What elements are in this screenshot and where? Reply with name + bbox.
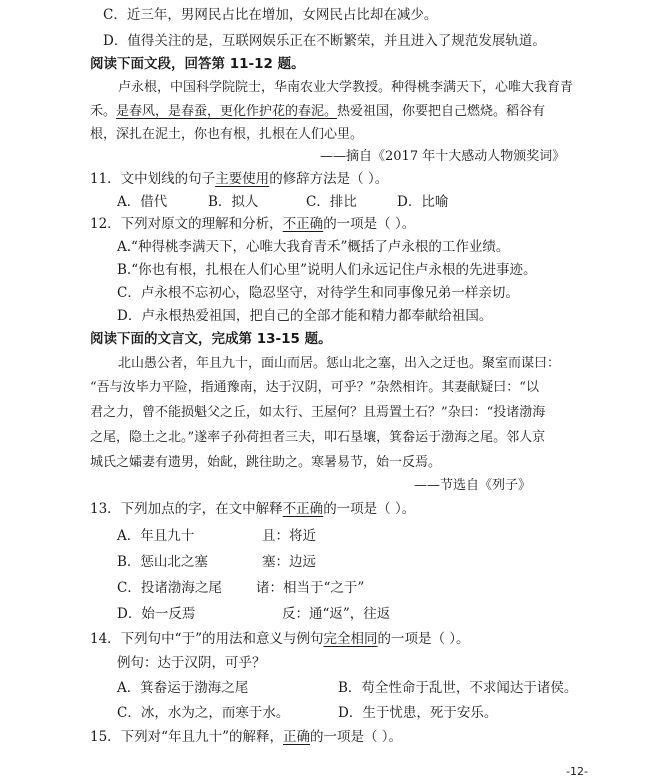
- section-heading-11-12: 阅读下面文段，回答第 11-12 题。: [90, 56, 305, 72]
- question-11-option-a: A．借代: [117, 194, 168, 210]
- question-14-option-c: C．冰，水为之，而寒于水。: [117, 705, 290, 721]
- section-heading-13-15: 阅读下面的文言文，完成第 13-15 题。: [90, 331, 332, 347]
- question-14-option-d: D．生于忧患，死于安乐。: [338, 705, 498, 721]
- question-11-stem: 11．文中划线的句子主要使用的修辞方法是（ ）。: [90, 171, 389, 187]
- question-13-option-d-text: D．始一反焉: [117, 606, 196, 622]
- question-13-option-c-text: C．投诸渤海之尾: [117, 580, 222, 596]
- question-13-option-b-meaning: 塞：边远: [262, 554, 316, 570]
- question-14-example: 例句：达于汉阴，可乎？: [117, 655, 266, 671]
- question-14-option-b: B．苟全性命于乱世，不求闻达于诸侯。: [338, 680, 578, 696]
- passage-1-line-1: 卢永根，中国科学院院士，华南农业大学教授。种得桃李满天下，心唯大我育青: [118, 80, 574, 95]
- passage-1-source: ——摘自《2017 年十大感动人物颁奖词》: [320, 149, 566, 164]
- question-12-stem: 12．下列对原文的理解和分析，不正确的一项是（ ）。: [90, 216, 416, 232]
- question-14-option-a: A．箕畚运于渤海之尾: [117, 680, 249, 696]
- passage-2-source: ——节选自《列子》: [414, 478, 532, 493]
- passage-2-line-1: 北山愚公者，年且九十，面山而居。惩山北之塞，出入之迂也。聚室而谋曰：: [118, 356, 561, 371]
- question-11-option-d: D．比喻: [397, 194, 449, 210]
- question-12-option-a: A.“种得桃李满天下，心唯大我育青禾”概括了卢永根的工作业绩。: [117, 239, 510, 255]
- question-13-option-b-text: B．惩山北之塞: [117, 554, 208, 570]
- prev-option-d: D．值得关注的是，互联网娱乐正在不断繁荣，并且进入了规范发展轨道。: [103, 33, 546, 49]
- question-13-stem: 13．下列加点的字，在文中解释不正确的一项是（ ）。: [90, 501, 416, 517]
- question-13-option-a-meaning: 且：将近: [262, 528, 316, 544]
- prev-option-c: C．近三年，男网民占比在增加，女网民占比却在减少。: [103, 7, 438, 23]
- question-12-option-b: B.“你也有根，扎根在人们心里”说明人们永远记住卢永根的先进事迹。: [117, 262, 537, 278]
- question-13-option-a-text: A．年且九十: [117, 528, 195, 544]
- question-12-option-c: C．卢永根不忘初心，隐忍坚守，对待学生和同事像兄弟一样亲切。: [117, 285, 519, 301]
- question-15-stem: 15．下列对“年且九十”的解释，正确的一项是（ ）。: [90, 729, 403, 745]
- question-12-option-d: D．卢永根热爱祖国，把自己的全部才能和精力都奉献给祖国。: [117, 308, 493, 324]
- page-number: -12-: [566, 765, 588, 778]
- passage-2-line-3: 君之力，曾不能损魁父之丘，如太行、王屋何？且焉置土石？”杂曰：“投诸渤海: [90, 405, 546, 420]
- passage-2-line-5: 城氏之孀妻有遗男，始龀，跳往助之。寒暑易节，始一反焉。: [90, 455, 442, 470]
- question-11-option-b: B．拟人: [208, 194, 259, 210]
- question-14-stem: 14．下列句中“于”的用法和意义与例句完全相同的一项是（ ）。: [90, 631, 470, 647]
- passage-2-line-2: “吾与汝毕力平险，指通豫南，达于汉阴，可乎？”杂然相许。其妻献疑曰：“以: [90, 380, 539, 395]
- passage-2-line-4: 之尾，隐土之北。”遂率子孙荷担者三夫，叩石垦壤，箕畚运于渤海之尾。邻人京: [90, 430, 546, 445]
- passage-1-line-2: 禾。是春风，是春蚕，更化作护花的春泥。热爱祖国，你要把自己燃烧。稻谷有: [90, 104, 546, 119]
- question-11-option-c: C．排比: [306, 194, 357, 210]
- underlined-sentence: 是春风，是春蚕，更化作护花的春泥。: [116, 104, 338, 119]
- passage-1-line-3: 根，深扎在泥土，你也有根，扎根在人们心里。: [90, 127, 364, 142]
- question-13-option-d-meaning: 反：通“返”，往返: [282, 606, 391, 622]
- question-13-option-c-meaning: 诸：相当于“之于”: [256, 580, 365, 596]
